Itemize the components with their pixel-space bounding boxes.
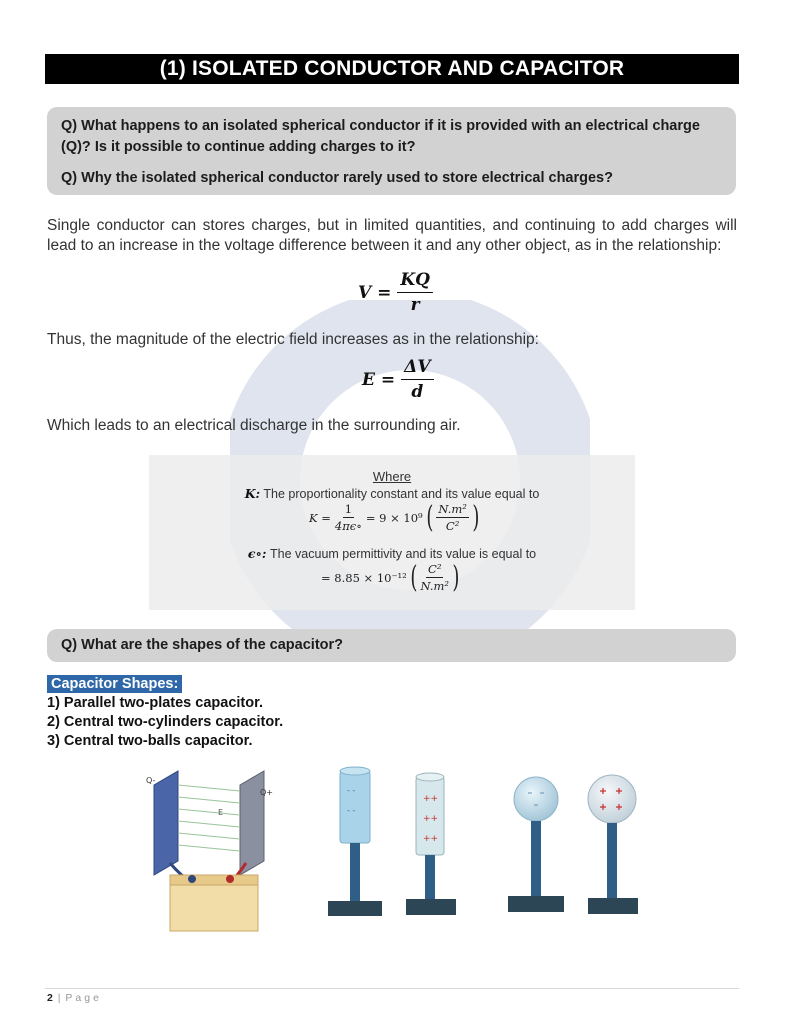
field-label: E: [218, 808, 224, 817]
k-text: The proportionality constant and its value equal to: [260, 487, 540, 501]
k-definition: [149, 486, 635, 501]
shape-item: 3) Central two-balls capacitor.: [47, 733, 253, 749]
eq1-fraction: [397, 270, 433, 315]
where-box: [149, 455, 635, 610]
cyl-plus: ++: [423, 814, 439, 824]
k-eq-unit: [436, 502, 469, 533]
footer-divider: [45, 988, 739, 989]
equation-field: [362, 357, 434, 402]
footer-separator: |: [57, 992, 61, 1004]
plate-right-label: Q+: [260, 788, 273, 797]
where-title: Where: [372, 469, 412, 484]
e-text: The vacuum permittivity and its value is equal to: [266, 547, 537, 561]
paragraph-1: Single conductor can stores charges, but in limited quantities, and continuing to add charges will lead to an increase in the voltage difference between it and any other object, as in the relationship:: [47, 217, 737, 254]
eq1-denominator: r: [410, 295, 420, 315]
eq1-numerator: KQ: [397, 270, 433, 293]
cylinders-illustration: [322, 763, 457, 928]
eq2-fraction: [401, 357, 433, 402]
cyl-plus: ++: [423, 834, 439, 844]
eq2-numerator: ΔV: [401, 357, 433, 380]
e-unit-num: C²: [428, 562, 442, 576]
e-eq-unit: [421, 562, 450, 593]
k-unit-den: C²: [445, 519, 460, 533]
question-box-2: Q) What are the shapes of the capacitor?: [47, 629, 736, 662]
eq2-denominator: d: [411, 382, 424, 402]
e-equation: [321, 559, 463, 595]
sphere-positive: [588, 775, 638, 914]
page-footer: [47, 992, 102, 1004]
cyl-plus: ++: [423, 794, 439, 804]
k-eq-fraction: [335, 502, 362, 533]
right-paren: ): [472, 499, 480, 535]
right-paren: ): [452, 559, 460, 595]
k-eq-num: 1: [344, 502, 353, 516]
k-symbol: K:: [244, 486, 261, 501]
k-eq-den: 4πϵ∘: [334, 519, 362, 533]
parallel-plates-illustration: [140, 763, 275, 933]
e-unit-den: N.m²: [420, 579, 449, 593]
left-paren: (: [410, 559, 418, 595]
sphere-negative: [508, 777, 564, 912]
question-1: Q) What happens to an isolated spherical conductor if it is provided with an electrical charge (Q)? Is it possible to continue adding charges to it?: [61, 118, 700, 155]
question-2: Q) Why the isolated spherical conductor rarely used to store electrical charges?: [61, 170, 613, 186]
cyl-minus: - -: [347, 806, 356, 815]
k-eq-value: = 9 × 10⁹: [365, 510, 423, 525]
cylinder-positive: [406, 773, 456, 915]
k-unit-num: N.m²: [438, 502, 467, 516]
plate-left-label: Q-: [146, 776, 156, 785]
k-eq-lhs: K =: [309, 510, 331, 525]
spheres-illustration: [500, 763, 645, 928]
e-eq-lhs: = 8.85 × 10⁻¹²: [321, 570, 407, 585]
eq1-lhs: V =: [358, 282, 392, 303]
shape-item: 2) Central two-cylinders capacitor.: [47, 714, 284, 730]
e-definition: [149, 546, 635, 561]
question-box: [47, 107, 736, 195]
shapes-label: Capacitor Shapes:: [47, 675, 182, 693]
k-equation: [309, 499, 483, 535]
shape-item: 1) Parallel two-plates capacitor.: [47, 695, 263, 711]
paragraph-2: Thus, the magnitude of the electric field increases as in the relationship:: [47, 331, 539, 348]
page-title: (1) ISOLATED CONDUCTOR AND CAPACITOR: [45, 54, 739, 84]
eq2-lhs: E =: [362, 369, 396, 390]
equation-voltage: [358, 270, 433, 315]
page-word: Page: [65, 992, 102, 1004]
page-number: 2: [47, 992, 53, 1004]
cylinder-negative: [328, 767, 382, 916]
left-paren: (: [426, 499, 434, 535]
e-symbol: ϵ∘:: [247, 546, 267, 561]
cyl-minus: - -: [347, 786, 356, 795]
paragraph-3: Which leads to an electrical discharge in the surrounding air.: [47, 417, 461, 434]
